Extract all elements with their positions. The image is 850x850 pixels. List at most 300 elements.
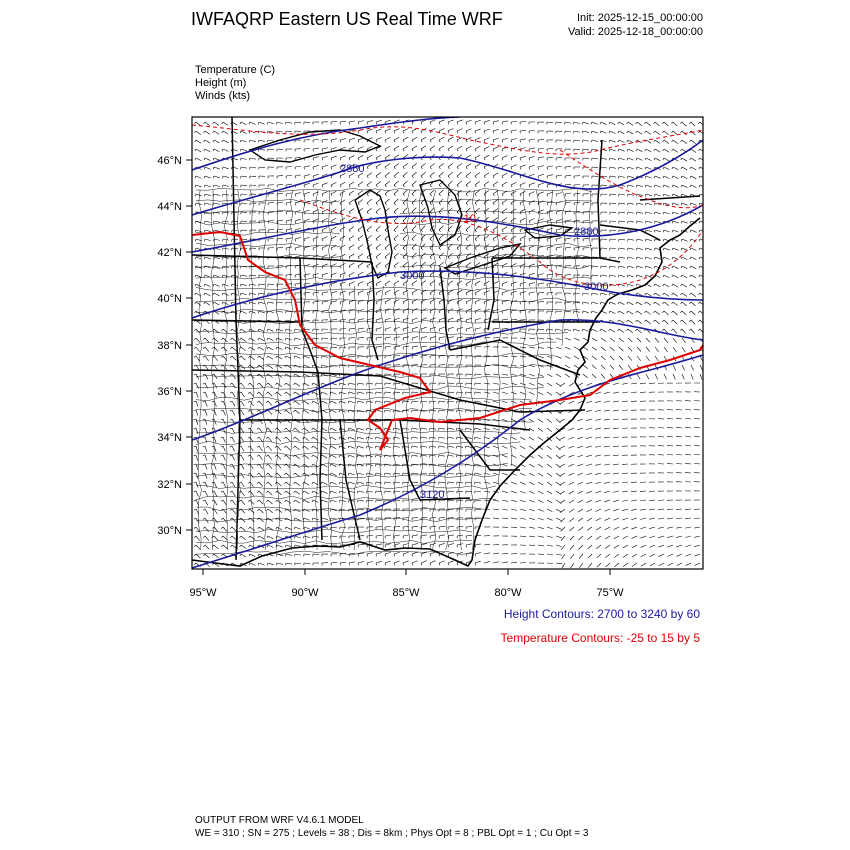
wind-barb <box>304 482 309 485</box>
wind-barb <box>475 500 481 501</box>
wind-barb-flag <box>394 194 396 196</box>
wind-barb-flag <box>439 158 440 160</box>
wind-barb <box>655 122 660 126</box>
wind-barb <box>623 545 628 548</box>
wind-barb <box>613 428 619 429</box>
wind-barb-flag <box>330 518 331 520</box>
wind-barb <box>439 262 444 266</box>
wind-barb-flag <box>284 455 286 457</box>
wind-barb-flag <box>474 428 475 430</box>
wind-barb-flag <box>672 194 673 196</box>
wind-barb <box>646 203 652 205</box>
wind-barb <box>694 554 700 556</box>
wind-barb <box>340 263 345 266</box>
wind-barb <box>529 482 534 485</box>
wind-barb <box>646 149 651 152</box>
wind-barb <box>691 329 695 334</box>
wind-barb <box>646 122 651 126</box>
wind-barb-flag <box>303 536 304 538</box>
wind-barb <box>664 212 670 214</box>
wind-barb-flag <box>222 329 223 331</box>
wind-barb <box>604 473 610 474</box>
wind-barb-flag <box>240 158 241 160</box>
wind-barb-flag <box>663 167 664 169</box>
wind-barb-flag <box>699 239 700 241</box>
wind-barb <box>529 183 535 185</box>
wind-barb <box>673 230 679 232</box>
wind-barb-flag <box>475 176 476 178</box>
wind-barb-flag <box>330 482 331 484</box>
wind-barb-flag <box>591 293 592 295</box>
wind-barb-flag <box>672 167 673 169</box>
wind-barb <box>250 140 256 142</box>
wind-barb-flag <box>367 158 368 160</box>
wind-barb <box>277 410 281 414</box>
wind-barb <box>605 554 610 558</box>
wind-barb <box>556 175 562 176</box>
wind-barb-flag <box>330 509 331 511</box>
wind-barb-flag <box>267 545 268 547</box>
wind-barb <box>667 536 673 538</box>
wind-barb-flag <box>357 428 358 430</box>
wind-barb <box>385 401 391 402</box>
wind-barb <box>349 254 354 257</box>
wind-barb <box>223 536 227 540</box>
wind-barb <box>682 374 684 380</box>
wind-barb-flag <box>349 248 350 250</box>
wind-barb <box>358 245 363 248</box>
wind-barb-flag <box>376 239 378 241</box>
wind-barb-flag <box>321 392 322 394</box>
wind-barb <box>595 473 601 475</box>
wind-barb-flag <box>627 149 628 151</box>
wind-barb <box>421 217 425 221</box>
wind-barb <box>592 167 598 168</box>
wind-barb <box>583 374 588 378</box>
wind-barb <box>412 327 418 329</box>
wind-barb-flag <box>349 293 350 295</box>
wind-barb <box>403 217 407 221</box>
wind-barb-flag <box>339 473 340 475</box>
wind-barb <box>569 518 574 522</box>
wind-barb <box>358 383 364 384</box>
wind-barb-flag <box>654 176 655 178</box>
wind-barb <box>632 536 637 538</box>
wind-barb <box>560 464 565 467</box>
wind-barb <box>448 172 453 176</box>
wind-barb <box>586 473 592 475</box>
wind-barb-flag <box>448 545 449 547</box>
wind-barb <box>412 146 417 149</box>
wind-barb-flag <box>358 203 359 205</box>
wind-barb <box>613 482 619 483</box>
wind-barb <box>640 392 646 393</box>
wind-barb-flag <box>662 311 664 313</box>
wind-barb <box>394 137 399 140</box>
wind-barb-flag <box>266 482 268 484</box>
wind-barb <box>214 545 218 549</box>
wind-barb <box>502 464 508 466</box>
wind-barb-flag <box>484 248 485 250</box>
wind-barb-flag <box>257 500 259 502</box>
wind-barb <box>385 199 389 203</box>
wind-barb <box>205 374 208 379</box>
wind-barb <box>601 185 607 186</box>
wind-barb <box>214 176 220 178</box>
wind-barb-flag <box>430 230 432 232</box>
wind-barb <box>619 158 625 160</box>
wind-barb <box>205 491 208 496</box>
wind-barb <box>655 374 658 379</box>
wind-barb <box>583 311 589 313</box>
wind-barb-flag <box>511 248 512 250</box>
wind-barb-flag <box>321 365 322 367</box>
wind-barb-flag <box>230 527 232 529</box>
wind-barb <box>241 122 246 125</box>
wind-barb-flag <box>212 554 214 556</box>
wind-barb-flag <box>484 140 485 142</box>
wind-barb-flag <box>204 203 205 205</box>
wind-barb-flag <box>430 185 432 187</box>
wind-barb <box>601 131 607 133</box>
wind-barb <box>655 338 659 343</box>
wind-barb <box>556 247 562 248</box>
wind-barb <box>502 356 508 357</box>
wind-barb <box>457 290 462 293</box>
wind-barb-flag <box>681 284 682 286</box>
wind-barb <box>570 545 574 550</box>
wind-barb-flag <box>240 338 241 340</box>
wind-barb <box>556 419 561 423</box>
wind-barb <box>430 446 436 447</box>
wind-barb <box>676 554 682 556</box>
wind-barb-flag <box>194 464 196 465</box>
wind-barb-flag <box>376 212 378 214</box>
wind-barb-flag <box>529 167 530 169</box>
wind-barb <box>592 311 598 313</box>
wind-barb <box>448 337 454 338</box>
wind-barb-flag <box>248 482 250 483</box>
wind-barb-flag <box>322 239 323 241</box>
wind-barb <box>439 535 445 536</box>
wind-barb <box>547 219 553 221</box>
wind-barb-flag <box>502 230 503 232</box>
wind-barb <box>547 192 553 194</box>
wind-barb-flag <box>394 545 395 547</box>
wind-barb <box>646 311 651 315</box>
wind-barb <box>385 281 390 284</box>
wind-barb <box>439 190 443 194</box>
wind-barb-flag <box>322 185 323 187</box>
wind-barb-flag <box>194 338 196 340</box>
wind-barb <box>394 464 400 465</box>
wind-barb <box>502 200 507 203</box>
wind-barb <box>385 328 391 329</box>
wind-barb <box>511 200 516 203</box>
wind-barb <box>322 218 327 221</box>
wind-barb-flag <box>699 212 700 214</box>
wind-barb-flag <box>221 338 223 340</box>
wind-barb <box>511 482 517 484</box>
wind-barb <box>655 302 660 305</box>
wind-barb-flag <box>275 383 277 385</box>
wind-barb <box>561 518 565 522</box>
wind-barb-flag <box>376 203 378 205</box>
wind-barb-flag <box>348 500 349 502</box>
wind-barb <box>619 167 625 169</box>
wind-barb-flag <box>367 257 368 259</box>
wind-barb-flag <box>376 554 377 556</box>
wind-barb <box>484 155 489 158</box>
wind-barb <box>646 248 652 250</box>
wind-barb <box>223 194 229 195</box>
wind-barb <box>385 299 390 302</box>
wind-barb <box>493 138 499 140</box>
wind-barb <box>520 509 526 511</box>
wind-barb-flag <box>582 311 583 313</box>
wind-barb-flag <box>663 257 664 259</box>
wind-barb-flag <box>230 509 232 510</box>
wind-barb-flag <box>439 293 440 295</box>
wind-barb-flag <box>627 311 628 313</box>
wind-barb-flag <box>294 374 295 376</box>
wind-barb <box>475 129 481 131</box>
wind-barb <box>376 281 381 284</box>
wind-barb <box>340 282 346 284</box>
wind-barb <box>250 284 256 285</box>
wind-barb <box>376 318 382 320</box>
wind-barb-flag <box>448 203 450 205</box>
wind-barb <box>268 545 273 548</box>
wind-barb-flag <box>511 149 512 151</box>
wind-barb <box>475 263 480 266</box>
wind-barb <box>646 302 651 305</box>
wind-barb <box>349 383 355 384</box>
wind-barb-flag <box>212 374 214 375</box>
wind-barb <box>205 446 207 452</box>
wind-barb <box>622 464 628 465</box>
wind-barb <box>586 455 592 457</box>
wind-barb-flag <box>627 194 628 196</box>
wind-barb-flag <box>358 176 359 178</box>
wind-barb-flag <box>502 311 503 313</box>
wind-barb-flag <box>394 239 396 241</box>
wind-barb <box>268 509 273 513</box>
wind-barb <box>604 392 610 394</box>
wind-barb <box>538 527 544 529</box>
wind-barb <box>579 536 583 540</box>
wind-barb <box>196 275 201 278</box>
wind-barb-flag <box>393 437 394 439</box>
wind-barb-flag <box>221 527 223 529</box>
wind-barb-flag <box>654 266 655 268</box>
wind-barb-flag <box>430 149 431 151</box>
wind-barb-flag <box>689 140 691 142</box>
wind-barb-flag <box>645 185 646 187</box>
wind-barb-flag <box>349 185 350 187</box>
wind-barb-flag <box>195 257 196 259</box>
wind-barb-flag <box>430 266 432 268</box>
wind-barb-flag <box>330 491 331 493</box>
wind-barb <box>676 427 682 428</box>
wind-barb <box>560 500 565 503</box>
wind-barb <box>547 274 553 275</box>
wind-barb <box>214 473 216 479</box>
wind-barb-flag <box>448 311 449 313</box>
wind-barb-flag <box>484 185 485 187</box>
wind-barb <box>691 257 696 260</box>
wind-barb <box>304 175 310 176</box>
wind-barb <box>556 256 562 257</box>
wind-barb <box>610 275 616 276</box>
wind-barb-flag <box>609 149 610 151</box>
wind-barb <box>646 140 651 143</box>
wind-barb-flag <box>520 176 521 178</box>
wind-barb-flag <box>421 203 423 205</box>
wind-barb-flag <box>690 239 691 241</box>
wind-barb <box>322 365 328 367</box>
wind-barb <box>304 527 310 529</box>
wind-barb <box>493 121 499 122</box>
wind-barb <box>421 346 427 347</box>
wind-barb-flag <box>384 428 385 430</box>
wind-barb-flag <box>466 329 467 331</box>
wind-barb-flag <box>394 212 396 214</box>
wind-barb-flag <box>204 149 205 151</box>
wind-barb <box>349 491 355 493</box>
wind-barb <box>574 193 580 194</box>
wind-barb <box>466 129 472 131</box>
wind-barb-flag <box>358 266 359 268</box>
wind-barb <box>604 401 610 402</box>
wind-barb-flag <box>412 176 414 178</box>
wind-barb <box>196 257 202 259</box>
wind-barb-flag <box>231 167 232 169</box>
wind-barb <box>394 346 400 347</box>
wind-barb <box>475 446 481 448</box>
wind-barb-flag <box>312 509 313 511</box>
wind-barb-flag <box>312 383 313 385</box>
wind-barb <box>673 293 678 296</box>
wind-barb <box>349 437 355 439</box>
wind-barb <box>385 491 391 492</box>
wind-barb-flag <box>529 194 530 196</box>
wind-barb <box>556 545 562 547</box>
wind-barb <box>205 347 209 352</box>
wind-barb <box>637 122 642 126</box>
wind-barb <box>196 149 201 152</box>
wind-barb <box>259 482 263 487</box>
wind-barb-flag <box>221 500 223 501</box>
wind-barb-flag <box>349 284 350 286</box>
wind-barb <box>562 554 565 559</box>
wind-barb-flag <box>222 140 223 142</box>
wind-barb-flag <box>275 455 277 457</box>
wind-barb-flag <box>212 392 214 393</box>
wind-barb-flag <box>330 500 331 502</box>
wind-barb <box>304 518 310 520</box>
wind-barb <box>547 464 552 468</box>
wind-barb-flag <box>358 302 359 304</box>
wind-barb <box>646 221 652 223</box>
wind-barb-flag <box>221 518 223 520</box>
wind-barb-flag <box>457 293 458 295</box>
wind-barb <box>268 500 272 504</box>
wind-barb <box>493 446 499 448</box>
wind-barb-flag <box>547 176 548 178</box>
wind-barb <box>304 509 309 512</box>
wind-barb-flag <box>698 329 700 331</box>
wind-barb-flag <box>195 194 196 196</box>
wind-barb <box>588 554 592 558</box>
wind-barb-flag <box>331 167 332 169</box>
wind-barb <box>457 446 463 447</box>
wind-barb-flag <box>591 302 592 304</box>
wind-barb <box>295 392 300 395</box>
wind-barb <box>286 491 291 495</box>
wind-barb-flag <box>672 185 673 187</box>
wind-barb-flag <box>322 248 323 250</box>
wind-barb-flag <box>474 455 475 457</box>
wind-barb <box>637 302 642 305</box>
wind-barb <box>295 545 301 546</box>
wind-barb-flag <box>672 203 673 205</box>
wind-barb <box>547 545 553 546</box>
wind-barb-flag <box>222 167 223 169</box>
wind-barb-flag <box>367 194 368 196</box>
wind-barb-flag <box>484 293 485 295</box>
wind-barb-flag <box>690 176 691 178</box>
wind-barb-flag <box>439 311 440 313</box>
wind-barb-flag <box>340 185 341 187</box>
wind-barb <box>448 428 454 429</box>
wind-barb <box>259 122 265 124</box>
wind-barb <box>601 347 606 351</box>
wind-barb-flag <box>430 158 431 160</box>
wind-barb-flag <box>385 158 386 160</box>
wind-barb <box>641 545 646 548</box>
wind-barb-flag <box>313 194 314 196</box>
wind-barb <box>646 194 652 196</box>
wind-barb-flag <box>600 122 601 124</box>
wind-barb-flag <box>475 230 477 232</box>
wind-barb <box>574 247 580 248</box>
wind-barb <box>529 192 535 194</box>
wind-barb <box>376 226 381 230</box>
wind-barb <box>664 158 669 161</box>
wind-barb <box>340 156 346 158</box>
wind-barb <box>232 428 235 433</box>
wind-barb <box>673 203 679 205</box>
wind-barb <box>313 237 319 239</box>
wind-barb <box>673 257 678 259</box>
wind-barb-flag <box>448 212 450 214</box>
wind-barb <box>583 365 588 369</box>
wind-barb <box>340 437 345 440</box>
wind-barb <box>538 139 544 140</box>
wind-barb-flag <box>276 356 277 358</box>
wind-barb <box>331 218 336 221</box>
wind-barb-flag <box>357 437 358 439</box>
wind-barb <box>538 228 544 230</box>
wind-barb-flag <box>439 167 440 169</box>
wind-barb-flag <box>636 311 637 313</box>
wind-barb <box>448 401 454 402</box>
wind-barb <box>457 327 463 329</box>
wind-barb <box>313 301 319 302</box>
wind-barb <box>430 163 435 167</box>
wind-barb <box>295 482 300 486</box>
